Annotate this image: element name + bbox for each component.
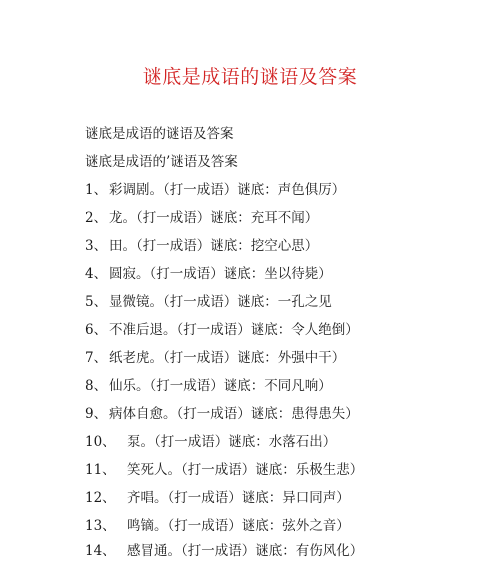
riddle-item <box>85 376 332 396</box>
page-title: 谜底是成语的谜语及答案 <box>142 66 358 88</box>
item-number: 10、 <box>85 434 116 450</box>
item-number: 13、 <box>85 518 116 534</box>
riddle-item <box>85 236 318 256</box>
item-number: 1、 <box>85 182 108 198</box>
item-text: 不准后退。（打一成语）谜底：令人绝倒） <box>109 322 359 338</box>
item-number: 3、 <box>85 238 108 254</box>
item-text: 笑死人。（打一成语）谜底：乐极生悲） <box>127 462 364 478</box>
item-number: 12、 <box>85 490 116 506</box>
subheading: 谜底是成语的谜语及答案 <box>85 126 234 142</box>
item-number: 6、 <box>85 322 108 338</box>
riddle-item <box>85 488 350 508</box>
item-number: 7、 <box>85 350 108 366</box>
item-text: 显微镜。（打一成语）谜底：一孔之见 <box>109 294 332 310</box>
item-text: 圆寂。（打一成语）谜底：坐以待毙） <box>109 266 332 282</box>
riddle-item <box>85 541 363 561</box>
riddle-item <box>85 404 359 424</box>
item-text: 病体自愈。（打一成语）谜底：患得患失） <box>109 406 359 422</box>
item-text: 仙乐。（打一成语）谜底：不同凡响） <box>109 378 332 394</box>
riddle-item <box>85 460 363 480</box>
item-number: 8、 <box>85 378 108 394</box>
riddle-item <box>85 180 345 200</box>
item-number: 14、 <box>85 543 116 559</box>
riddle-item <box>85 208 318 228</box>
item-text: 田。（打一成语）谜底：挖空心思） <box>109 238 319 254</box>
item-number: 4、 <box>85 266 108 282</box>
item-text: 彩调剧。（打一成语）谜底：声色俱厉） <box>109 182 346 198</box>
item-number: 11、 <box>85 462 116 478</box>
riddle-item <box>85 348 345 368</box>
item-text: 齐唱。（打一成语）谜底：异口同声） <box>127 490 350 506</box>
item-text: 纸老虎。（打一成语）谜底：外强中干） <box>109 350 346 366</box>
subheading: 谜底是成语的’谜语及答案 <box>85 154 238 170</box>
item-text: 感冒通。（打一成语）谜底：有伤风化） <box>127 543 364 559</box>
riddle-item <box>85 292 332 312</box>
item-number: 9、 <box>85 406 108 422</box>
item-text: 龙。（打一成语）谜底：充耳不闻） <box>109 210 319 226</box>
riddle-item <box>85 264 332 284</box>
item-number: 5、 <box>85 294 108 310</box>
riddle-item <box>85 432 336 452</box>
item-number: 2、 <box>85 210 108 226</box>
riddle-item <box>85 516 350 536</box>
riddle-item <box>85 320 359 340</box>
item-text: 泵。（打一成语）谜底：水落石出） <box>127 434 337 450</box>
item-text: 鸣镝。（打一成语）谜底：弦外之音） <box>127 518 350 534</box>
